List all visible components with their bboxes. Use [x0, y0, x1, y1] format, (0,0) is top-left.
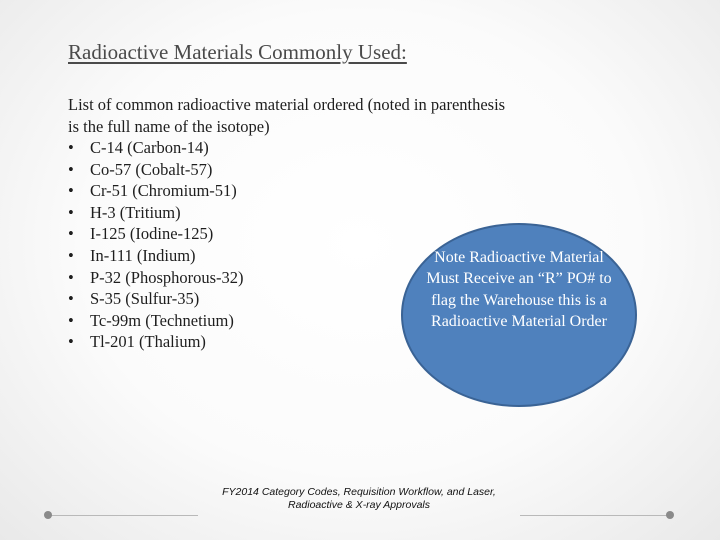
intro-text: List of common radioactive material ordered (noted in parenthesis is the full name of the isotope): [68, 95, 506, 136]
list-item: • Tl-201 (Thalium): [68, 331, 244, 353]
left-divider-dot: [44, 511, 52, 519]
list-item: • Cr-51 (Chromium-51): [68, 180, 244, 202]
slide-title: Radioactive Materials Commonly Used:: [68, 40, 407, 64]
right-divider-dot: [666, 511, 674, 519]
isotope-list: [68, 137, 244, 353]
list-item: • P-32 (Phosphorous-32): [68, 267, 244, 289]
list-item: • In-111 (Indium): [68, 245, 244, 267]
list-item: • Co-57 (Cobalt-57): [68, 159, 244, 181]
left-divider-line: [48, 515, 198, 516]
list-item: • H-3 (Tritium): [68, 202, 244, 224]
list-item: • S-35 (Sulfur-35): [68, 288, 244, 310]
list-item: • I-125 (Iodine-125): [68, 223, 244, 245]
list-item: • C-14 (Carbon-14): [68, 137, 244, 159]
footer-caption: FY2014 Category Codes, Requisition Workflow, and Laser, Radioactive & X-ray Approvals: [222, 486, 496, 511]
right-divider-line: [520, 515, 670, 516]
note-text: Note Radioactive Material Must Receive an “R” PO# to flag the Warehouse this is a Radioactive Material Order: [426, 249, 612, 331]
list-item: • Tc-99m (Technetium): [68, 310, 244, 332]
